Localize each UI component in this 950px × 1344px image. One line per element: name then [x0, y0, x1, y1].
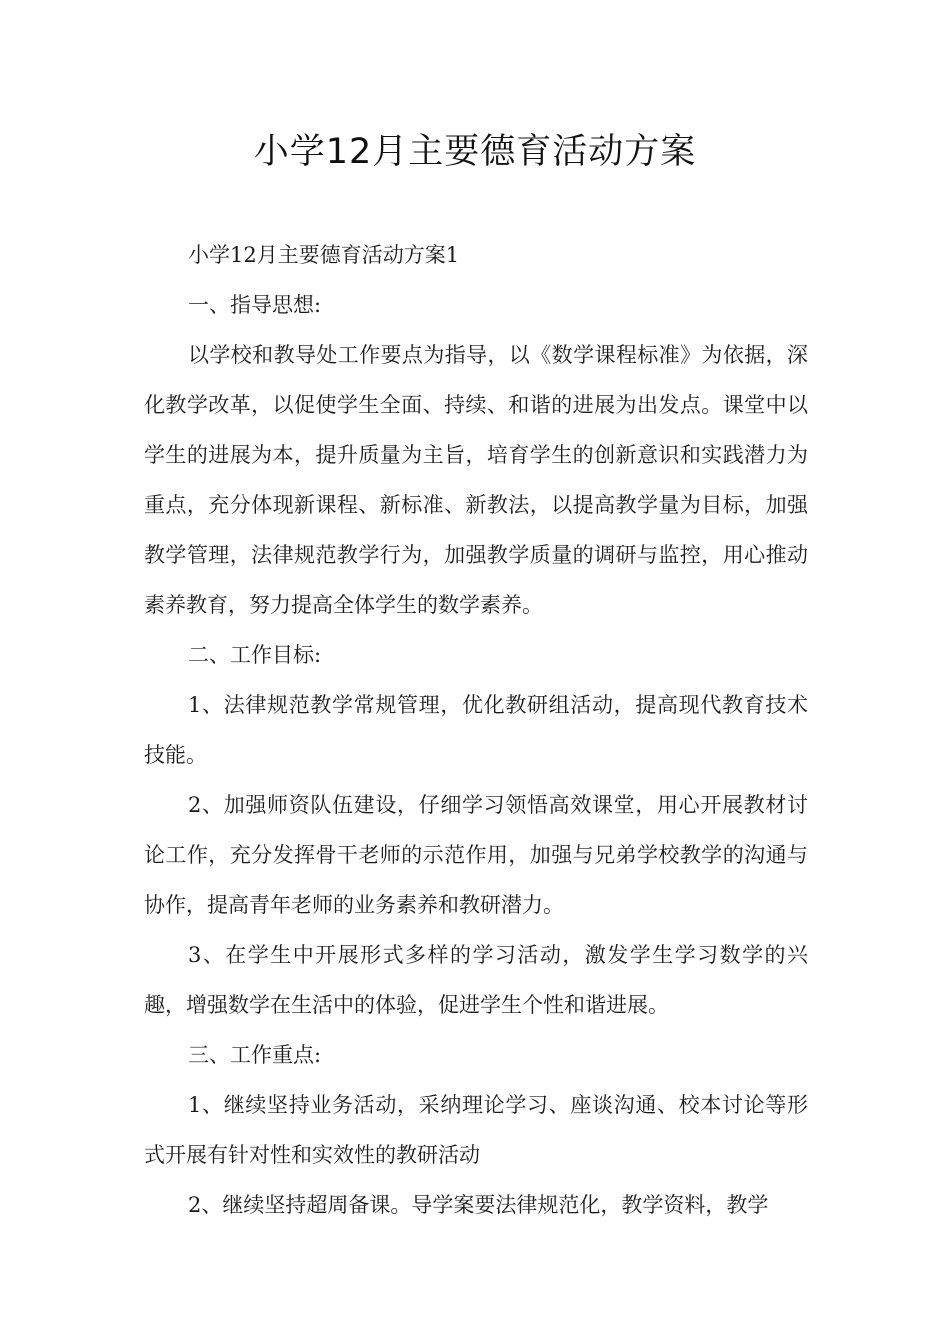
document-title: 小学12月主要德育活动方案	[253, 132, 697, 172]
section-heading-plan-1: 小学12月主要德育活动方案1	[188, 243, 460, 267]
paragraph-goal-3: 3、在学生中开展形式多样的学习活动，激发学生学习数学的兴趣，增强数学在生活中的体验，促进学生个性和谐进展。	[144, 943, 808, 1017]
document-body	[144, 230, 808, 1230]
section-heading-work-goals: 二、工作目标:	[188, 643, 322, 667]
section-heading-guiding-ideology: 一、指导思想:	[188, 293, 322, 317]
paragraph-focus-1: 1、继续坚持业务活动，采纳理论学习、座谈沟通、校本讨论等形式开展有针对性和实效性的教研活动	[144, 1093, 808, 1167]
paragraph-focus-2: 2、继续坚持超周备课。导学案要法律规范化，教学资料，教学	[188, 1193, 769, 1217]
paragraph-goal-2: 2、加强师资队伍建设，仔细学习领悟高效课堂，用心开展教材讨论工作，充分发挥骨干老师的示范作用，加强与兄弟学校教学的沟通与协作，提高青年老师的业务素养和教研潜力。	[144, 793, 808, 917]
paragraph-goal-1: 1、法律规范教学常规管理，优化教研组活动，提高现代教育技术技能。	[144, 693, 808, 767]
paragraph-guiding-ideology: 以学校和教导处工作要点为指导，以《数学课程标准》为依据，深化教学改革，以促使学生全面、持续、和谐的进展为出发点。课堂中以学生的进展为本，提升质量为主旨，培育学生的创新意识和实践潜力为重点，充分体现新课程、新标准、新教法，以提高教学量为目标，加强教学管理，法律规范教学行为，加强教学质量的调研与监控，用心推动素养教育，努力提高全体学生的数学素养。	[144, 343, 808, 617]
section-heading-work-focus: 三、工作重点:	[188, 1043, 322, 1067]
